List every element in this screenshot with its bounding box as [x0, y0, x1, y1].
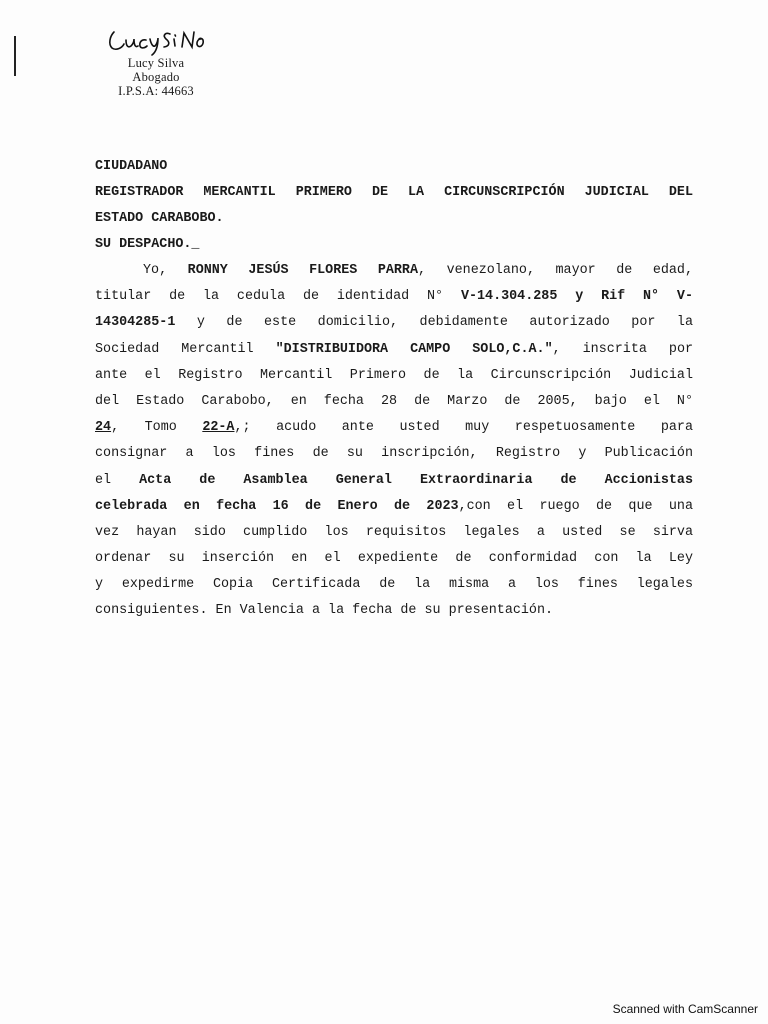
paragraph-line: consiguientes. En Valencia a la fecha de su presentación.	[95, 603, 554, 619]
address-citizen: CIUDADANO	[95, 159, 168, 174]
assembly-act-title: Acta de Asamblea General Extraordinaria de Accionistas	[139, 472, 693, 488]
text-run: ,; acudo ante usted muy respetuosamente para	[234, 420, 693, 436]
camscanner-watermark: Scanned with CamScanner	[612, 1002, 758, 1016]
paragraph-line: del Estado Carabobo, en fecha 28 de Marzo de 2005, bajo el N°	[95, 393, 693, 409]
paragraph-line	[95, 415, 693, 441]
paragraph-line	[95, 337, 693, 363]
text-run: , inscrita por	[552, 341, 694, 357]
paragraph-line: vez hayan sido cumplido los requisitos legales a usted se sirva	[95, 524, 693, 540]
text-run: Sociedad Mercantil	[95, 341, 276, 357]
rif-number: 14304285-1	[95, 315, 176, 331]
text-run: , venezolano, mayor de edad,	[418, 263, 694, 278]
text-run: , Tomo	[111, 420, 203, 436]
paragraph-line	[95, 284, 693, 310]
text-run: y de este domicilio, debidamente autorizado por la	[175, 315, 693, 331]
paragraph-line	[95, 494, 693, 520]
paragraph-line	[95, 310, 693, 336]
paragraph-line: y expedirme Copia Certificada de la misma a los fines legales	[95, 577, 693, 593]
lawyer-signature-block	[96, 22, 216, 98]
address-registrar: REGISTRADOR MERCANTIL PRIMERO DE LA CIRCUNSCRIPCIÓN JUDICIAL DEL	[95, 185, 693, 200]
request-paragraph	[95, 258, 693, 625]
address-state: ESTADO CARABOBO.	[95, 211, 224, 226]
lawyer-ipsa-number: I.P.S.A: 44663	[118, 84, 194, 98]
letter-body	[95, 154, 693, 625]
scan-edge-mark	[14, 36, 16, 76]
applicant-name: RONNY JESÚS FLORES PARRA	[187, 263, 419, 278]
paragraph-line	[95, 258, 693, 284]
text-run: Yo,	[143, 263, 188, 278]
handwritten-signature	[100, 22, 210, 56]
paragraph-line: ante el Registro Mercantil Primero de la Circunscripción Judicial	[95, 367, 693, 383]
lawyer-name: Lucy Silva	[127, 56, 185, 70]
tome-number: 22-A	[202, 420, 235, 436]
paragraph-line: ordenar su inserción en el expediente de conformidad con la Ley	[95, 551, 693, 567]
text-run: ,con el ruego de que una	[458, 498, 693, 514]
paragraph-line	[95, 468, 693, 494]
text-run: el	[95, 472, 140, 488]
address-office: SU DESPACHO._	[95, 237, 200, 252]
id-number: V-14.304.285 y Rif N° V-	[460, 289, 693, 305]
lawyer-title: Abogado	[132, 70, 180, 84]
company-name: "DISTRIBUIDORA CAMPO SOLO,C.A."	[275, 341, 553, 357]
paragraph-line: consignar a los fines de su inscripción, Registro y Publicación	[95, 446, 693, 462]
text-run: titular de la cedula de identidad N°	[95, 289, 461, 305]
registry-number: 24	[95, 420, 112, 436]
assembly-date: celebrada en fecha 16 de Enero de 2023	[95, 498, 459, 514]
